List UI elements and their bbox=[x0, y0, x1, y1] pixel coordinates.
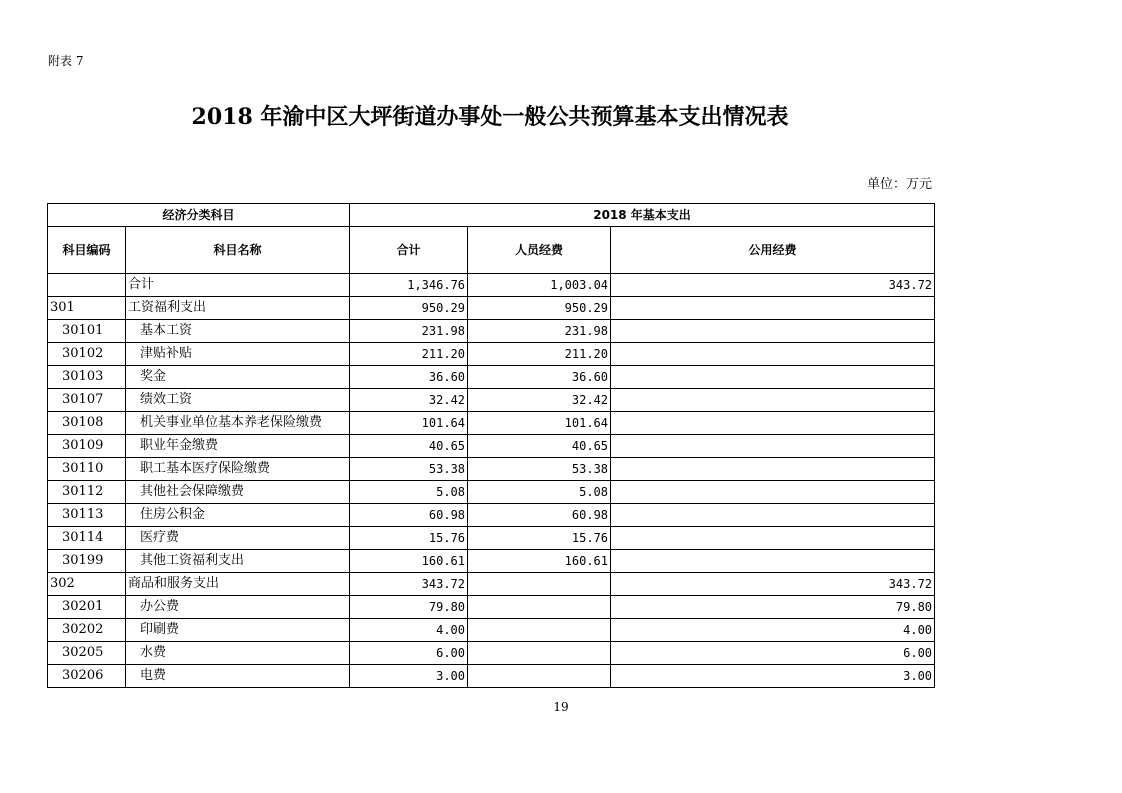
page-number: 19 bbox=[553, 700, 569, 714]
table-row bbox=[48, 389, 935, 412]
row-name: 其他工资福利支出 bbox=[126, 550, 350, 573]
table-row bbox=[48, 573, 935, 596]
row-personnel bbox=[468, 665, 611, 688]
row-personnel: 5.08 bbox=[468, 481, 611, 504]
header-personnel: 人员经费 bbox=[468, 227, 611, 274]
row-name: 印刷费 bbox=[126, 619, 350, 642]
row-total: 79.80 bbox=[350, 596, 468, 619]
header-economic-category: 经济分类科目 bbox=[48, 204, 350, 227]
row-total: 36.60 bbox=[350, 366, 468, 389]
row-total: 343.72 bbox=[350, 573, 468, 596]
row-public bbox=[611, 504, 935, 527]
row-name: 商品和服务支出 bbox=[126, 573, 350, 596]
row-total: 101.64 bbox=[350, 412, 468, 435]
page-title: 2018 年渝中区大坪街道办事处一般公共预算基本支出情况表 bbox=[191, 104, 789, 130]
header-code: 科目编码 bbox=[48, 227, 126, 274]
row-name: 住房公积金 bbox=[126, 504, 350, 527]
table-row bbox=[48, 320, 935, 343]
row-total: 5.08 bbox=[350, 481, 468, 504]
row-code bbox=[48, 274, 126, 297]
row-name: 津贴补贴 bbox=[126, 343, 350, 366]
table-row bbox=[48, 274, 935, 297]
header-group-row bbox=[48, 204, 935, 227]
row-personnel: 53.38 bbox=[468, 458, 611, 481]
row-name: 医疗费 bbox=[126, 527, 350, 550]
unit-label: 单位：万元 bbox=[866, 177, 932, 192]
row-code: 30109 bbox=[48, 435, 126, 458]
row-public: 343.72 bbox=[611, 573, 935, 596]
table-row bbox=[48, 504, 935, 527]
row-public: 79.80 bbox=[611, 596, 935, 619]
row-name: 水费 bbox=[126, 642, 350, 665]
row-code: 30107 bbox=[48, 389, 126, 412]
header-total: 合计 bbox=[350, 227, 468, 274]
row-personnel: 160.61 bbox=[468, 550, 611, 573]
row-code: 30112 bbox=[48, 481, 126, 504]
table-row bbox=[48, 481, 935, 504]
row-personnel: 32.42 bbox=[468, 389, 611, 412]
row-public bbox=[611, 389, 935, 412]
attachment-label: 附表 7 bbox=[48, 54, 84, 68]
row-public: 6.00 bbox=[611, 642, 935, 665]
row-code: 30110 bbox=[48, 458, 126, 481]
row-personnel bbox=[468, 573, 611, 596]
table-row bbox=[48, 550, 935, 573]
row-total: 53.38 bbox=[350, 458, 468, 481]
header-basic-expenditure: 2018 年基本支出 bbox=[350, 204, 935, 227]
row-personnel: 950.29 bbox=[468, 297, 611, 320]
row-name: 职业年金缴费 bbox=[126, 435, 350, 458]
row-code: 30206 bbox=[48, 665, 126, 688]
row-personnel bbox=[468, 642, 611, 665]
row-personnel: 211.20 bbox=[468, 343, 611, 366]
row-code: 30114 bbox=[48, 527, 126, 550]
row-name: 工资福利支出 bbox=[126, 297, 350, 320]
row-code: 30101 bbox=[48, 320, 126, 343]
row-total: 6.00 bbox=[350, 642, 468, 665]
row-name: 办公费 bbox=[126, 596, 350, 619]
table-row bbox=[48, 596, 935, 619]
row-public bbox=[611, 527, 935, 550]
row-total: 211.20 bbox=[350, 343, 468, 366]
row-personnel: 40.65 bbox=[468, 435, 611, 458]
header-name: 科目名称 bbox=[126, 227, 350, 274]
row-name: 奖金 bbox=[126, 366, 350, 389]
row-code: 30201 bbox=[48, 596, 126, 619]
row-code: 302 bbox=[48, 573, 126, 596]
row-public bbox=[611, 435, 935, 458]
table-row bbox=[48, 412, 935, 435]
row-name: 机关事业单位基本养老保险缴费 bbox=[126, 412, 350, 435]
row-public bbox=[611, 458, 935, 481]
row-total: 1,346.76 bbox=[350, 274, 468, 297]
header-public: 公用经费 bbox=[611, 227, 935, 274]
row-public bbox=[611, 343, 935, 366]
row-personnel: 1,003.04 bbox=[468, 274, 611, 297]
row-code: 30199 bbox=[48, 550, 126, 573]
table-row bbox=[48, 665, 935, 688]
row-code: 30202 bbox=[48, 619, 126, 642]
row-personnel: 231.98 bbox=[468, 320, 611, 343]
row-personnel: 60.98 bbox=[468, 504, 611, 527]
row-personnel bbox=[468, 596, 611, 619]
row-public bbox=[611, 320, 935, 343]
row-total: 231.98 bbox=[350, 320, 468, 343]
row-public bbox=[611, 366, 935, 389]
row-public: 343.72 bbox=[611, 274, 935, 297]
row-public bbox=[611, 412, 935, 435]
table-row bbox=[48, 435, 935, 458]
table-row bbox=[48, 458, 935, 481]
row-public: 4.00 bbox=[611, 619, 935, 642]
row-code: 30113 bbox=[48, 504, 126, 527]
table-row bbox=[48, 297, 935, 320]
table-row bbox=[48, 343, 935, 366]
row-total: 40.65 bbox=[350, 435, 468, 458]
row-code: 30108 bbox=[48, 412, 126, 435]
row-total: 4.00 bbox=[350, 619, 468, 642]
row-total: 950.29 bbox=[350, 297, 468, 320]
row-name: 基本工资 bbox=[126, 320, 350, 343]
row-code: 30205 bbox=[48, 642, 126, 665]
table-row bbox=[48, 527, 935, 550]
row-public: 3.00 bbox=[611, 665, 935, 688]
row-name: 职工基本医疗保险缴费 bbox=[126, 458, 350, 481]
row-name: 电费 bbox=[126, 665, 350, 688]
row-total: 3.00 bbox=[350, 665, 468, 688]
row-code: 30103 bbox=[48, 366, 126, 389]
table-row bbox=[48, 366, 935, 389]
row-total: 60.98 bbox=[350, 504, 468, 527]
row-code: 30102 bbox=[48, 343, 126, 366]
row-name: 其他社会保障缴费 bbox=[126, 481, 350, 504]
row-personnel: 15.76 bbox=[468, 527, 611, 550]
row-total: 32.42 bbox=[350, 389, 468, 412]
row-public bbox=[611, 550, 935, 573]
row-public bbox=[611, 481, 935, 504]
row-code: 301 bbox=[48, 297, 126, 320]
table-row bbox=[48, 619, 935, 642]
row-public bbox=[611, 297, 935, 320]
row-personnel: 36.60 bbox=[468, 366, 611, 389]
table-row bbox=[48, 642, 935, 665]
row-name: 绩效工资 bbox=[126, 389, 350, 412]
budget-table bbox=[47, 203, 935, 688]
row-name: 合计 bbox=[126, 274, 350, 297]
row-personnel bbox=[468, 619, 611, 642]
header-column-row bbox=[48, 227, 935, 274]
row-personnel: 101.64 bbox=[468, 412, 611, 435]
row-total: 15.76 bbox=[350, 527, 468, 550]
row-total: 160.61 bbox=[350, 550, 468, 573]
